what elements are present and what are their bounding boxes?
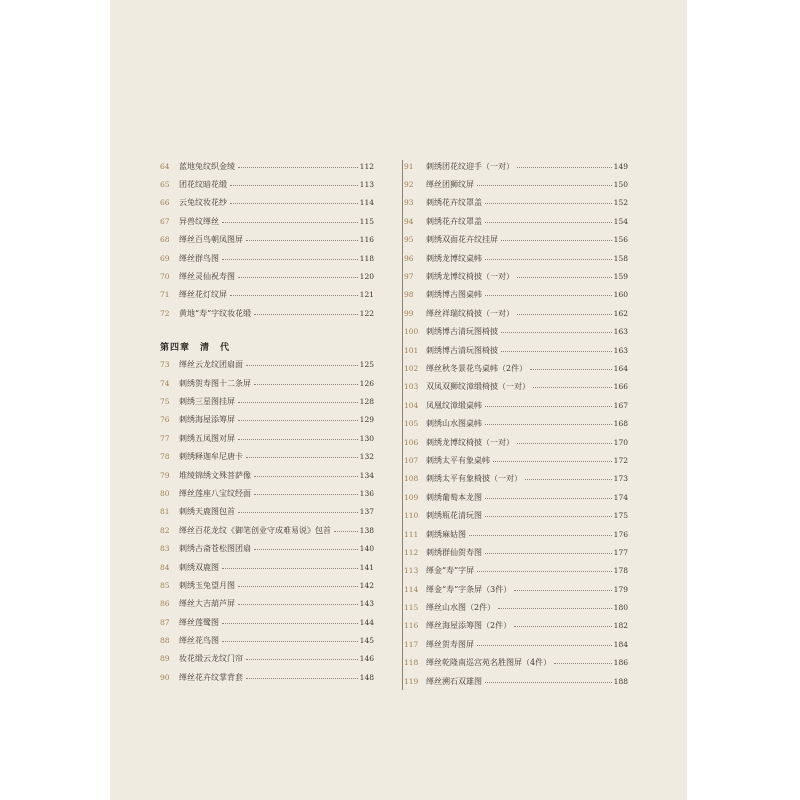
toc-entry[interactable] [160, 595, 374, 613]
toc-entry[interactable] [160, 392, 374, 410]
entry-number: 104 [404, 400, 419, 410]
dot-leader [517, 167, 612, 168]
dot-leader [498, 608, 612, 609]
entry-number: 87 [160, 617, 170, 627]
toc-entry[interactable] [160, 374, 374, 392]
entry-page-number: 174 [613, 492, 628, 502]
toc-right-column [404, 157, 728, 690]
entry-number: 83 [160, 544, 170, 554]
entry-page-number: 113 [359, 180, 374, 190]
entry-number: 101 [404, 345, 419, 355]
toc-entry[interactable] [404, 194, 628, 212]
entry-number: 117 [404, 639, 419, 649]
entry-title: 缂丝莲座八宝纹经面 [179, 488, 251, 498]
toc-entry[interactable] [404, 580, 628, 598]
entry-number: 67 [160, 216, 170, 226]
toc-entry[interactable] [160, 175, 374, 193]
dot-leader [254, 384, 358, 385]
dot-leader [477, 185, 612, 186]
dot-leader [222, 623, 358, 624]
toc-entry[interactable] [160, 650, 374, 668]
dot-leader [517, 277, 612, 278]
entry-number: 113 [404, 566, 419, 576]
entry-page-number: 138 [359, 525, 374, 535]
entry-page-number: 182 [613, 621, 628, 631]
dot-leader [246, 240, 358, 241]
toc-entry[interactable] [404, 414, 628, 432]
entry-number: 100 [404, 327, 419, 337]
toc-entry[interactable] [404, 617, 628, 635]
entry-title: 缂丝祥瑞纹椅披（一对） [426, 308, 514, 318]
entry-title: 刺绣博古清玩图椅披 [426, 345, 498, 355]
dot-leader [485, 295, 612, 296]
entry-title: 刺绣太平有象椅披（一对） [426, 474, 522, 484]
dot-leader [485, 222, 612, 223]
entry-title: 团花纹暗花缎 [179, 180, 227, 190]
toc-entry[interactable] [404, 525, 628, 543]
dot-leader [485, 259, 612, 260]
toc-entry[interactable] [160, 613, 374, 631]
dot-leader [238, 439, 358, 440]
entry-title: 刺绣玉兔望月图 [179, 580, 235, 590]
dot-leader [485, 498, 612, 499]
entry-number: 70 [160, 272, 170, 282]
dot-leader [485, 424, 612, 425]
toc-entry[interactable] [404, 304, 628, 322]
entry-page-number: 154 [613, 216, 628, 226]
entry-number: 95 [404, 235, 414, 245]
dot-leader [222, 568, 358, 569]
toc-entry[interactable] [404, 378, 628, 396]
entry-page-number: 120 [359, 272, 374, 282]
toc-entry[interactable] [160, 304, 374, 322]
toc-entry[interactable] [404, 470, 628, 488]
entry-number: 105 [404, 419, 419, 429]
toc-entry[interactable] [404, 543, 628, 561]
entry-title: 刺绣花卉纹罩盖 [426, 216, 482, 226]
entry-title: 刺绣博古清玩图椅披 [426, 327, 498, 337]
entry-title: 刺绣双面花卉纹挂屏 [426, 235, 498, 245]
toc-entry[interactable] [160, 558, 374, 576]
entry-number: 98 [404, 290, 414, 300]
entry-title: 缂丝海屋添筹图（2件） [426, 621, 512, 631]
entry-page-number: 143 [359, 599, 374, 609]
entry-number: 109 [404, 492, 419, 502]
entry-title: 刺绣团花纹迎手（一对） [426, 161, 514, 171]
toc-entry[interactable] [160, 447, 374, 465]
entry-number: 75 [160, 396, 170, 406]
entry-page-number: 179 [613, 584, 628, 594]
toc-entry[interactable] [160, 503, 374, 521]
entry-title: 凤凰纹漳缎桌帏 [426, 400, 482, 410]
dot-leader [246, 678, 358, 679]
entry-number: 82 [160, 525, 170, 535]
entry-page-number: 178 [613, 566, 628, 576]
dot-leader [501, 332, 612, 333]
toc-entry[interactable] [404, 506, 628, 524]
dot-leader [517, 314, 612, 315]
toc-entry[interactable] [160, 429, 374, 447]
entry-title: 缂丝贺寿图屏 [426, 639, 474, 649]
entry-title: 缂丝莲鹭图 [179, 617, 219, 627]
dot-leader [485, 682, 612, 683]
toc-entry[interactable] [404, 231, 628, 249]
toc-entry[interactable] [160, 484, 374, 502]
entry-title: 刺绣龙博纹椅披（一对） [426, 437, 514, 447]
toc-entry[interactable] [160, 286, 374, 304]
entry-page-number: 163 [613, 327, 628, 337]
dot-leader [493, 461, 612, 462]
entry-title: 云兔纹妆花纱 [179, 198, 227, 208]
entry-page-number: 141 [359, 562, 374, 572]
entry-page-number: 137 [359, 507, 374, 517]
toc-entry[interactable] [160, 194, 374, 212]
entry-number: 114 [404, 584, 419, 594]
entry-number: 96 [404, 253, 414, 263]
entry-title: 堆绫锦绣文殊菩萨像 [179, 470, 251, 480]
entry-number: 69 [160, 253, 170, 263]
entry-page-number: 122 [359, 308, 374, 318]
dot-leader [254, 476, 358, 477]
entry-page-number: 114 [359, 198, 374, 208]
entry-number: 71 [160, 290, 170, 300]
entry-page-number: 128 [359, 396, 374, 406]
toc-entry[interactable] [404, 341, 628, 359]
entry-title: 异兽纹缂丝 [179, 216, 219, 226]
dot-leader [230, 203, 358, 204]
entry-number: 65 [160, 180, 170, 190]
toc-entry[interactable] [404, 267, 628, 285]
chapter-heading: 第四章 清 代 [160, 342, 231, 353]
entry-number: 72 [160, 308, 170, 318]
entry-title: 缂丝百鸟朝凤图屏 [179, 235, 243, 245]
entry-page-number: 116 [359, 235, 374, 245]
entry-page-number: 140 [359, 544, 374, 554]
toc-entry[interactable] [404, 323, 628, 341]
entry-title: 刺绣贺寿图十二条屏 [179, 378, 251, 388]
entry-number: 80 [160, 488, 170, 498]
entry-title: 刺绣古斋苍松图团扇 [179, 544, 251, 554]
dot-leader [222, 641, 358, 642]
toc-entry[interactable] [160, 466, 374, 484]
entry-number: 111 [404, 529, 419, 539]
dot-leader [254, 549, 358, 550]
toc-entry[interactable] [160, 539, 374, 557]
entry-title: 缂丝大吉葫芦屏 [179, 599, 235, 609]
entry-page-number: 112 [359, 161, 374, 171]
dot-leader [238, 420, 358, 421]
toc-entry[interactable] [404, 598, 628, 616]
dot-leader [554, 663, 612, 664]
entry-title: 刺绣三星图挂屏 [179, 396, 235, 406]
toc-entry[interactable] [404, 433, 628, 451]
entry-page-number: 132 [359, 452, 374, 462]
entry-title: 刺绣麻姑图 [426, 529, 466, 539]
entry-page-number: 152 [613, 198, 628, 208]
entry-number: 92 [404, 180, 414, 190]
dot-leader [238, 167, 358, 168]
toc-entry[interactable] [404, 672, 628, 690]
dot-leader [238, 604, 358, 605]
entry-page-number: 146 [359, 654, 374, 664]
entry-page-number: 170 [613, 437, 628, 447]
toc-list-chapter-4-continued [404, 157, 728, 690]
entry-page-number: 175 [613, 511, 628, 521]
entry-page-number: 148 [359, 672, 374, 682]
entry-page-number: 180 [613, 603, 628, 613]
entry-title: 刺绣五凤图对屏 [179, 433, 235, 443]
entry-title: 缂金“寿”字屏 [426, 566, 475, 576]
dot-leader [230, 295, 358, 296]
entry-number: 76 [160, 415, 170, 425]
entry-title: 缂金“寿”字条屏（3件） [426, 584, 512, 594]
dot-leader [238, 277, 358, 278]
entry-page-number: 173 [613, 474, 628, 484]
entry-title: 黄地“寿”字纹妆花缎 [179, 308, 252, 318]
toc-entry[interactable] [160, 249, 374, 267]
entry-title: 缂丝百花龙纹《御笔创业守成难易说》包首 [179, 525, 331, 535]
toc-entry[interactable] [404, 286, 628, 304]
dot-leader [485, 516, 612, 517]
entry-number: 94 [404, 216, 414, 226]
entry-number: 99 [404, 308, 414, 318]
toc-entry[interactable] [160, 356, 374, 374]
entry-page-number: 121 [359, 290, 374, 300]
entry-page-number: 149 [613, 161, 628, 171]
entry-number: 64 [160, 161, 170, 171]
entry-number: 110 [404, 511, 419, 521]
dot-leader [238, 512, 358, 513]
entry-page-number: 167 [613, 400, 628, 410]
entry-title: 刺绣山水图桌帏 [426, 419, 482, 429]
dot-leader [517, 443, 612, 444]
entry-title: 刺绣花卉纹罩盖 [426, 198, 482, 208]
toc-entry[interactable] [404, 396, 628, 414]
entry-number: 73 [160, 360, 170, 370]
entry-title: 缂丝花鸟图 [179, 636, 219, 646]
entry-page-number: 186 [613, 658, 628, 668]
entry-page-number: 118 [359, 253, 374, 263]
entry-page-number: 158 [613, 253, 628, 263]
dot-leader [246, 365, 358, 366]
entry-title: 缂丝云龙纹团扇面 [179, 360, 243, 370]
entry-title: 刺绣群仙贺寿图 [426, 547, 482, 557]
entry-number: 77 [160, 433, 170, 443]
entry-page-number: 129 [359, 415, 374, 425]
dot-leader [530, 369, 612, 370]
dot-leader [238, 586, 358, 587]
entry-page-number: 150 [613, 180, 628, 190]
entry-number: 103 [404, 382, 419, 392]
entry-page-number: 130 [359, 433, 374, 443]
dot-leader [246, 457, 358, 458]
entry-title: 缂丝花卉纹掌背套 [179, 672, 243, 682]
dot-leader [477, 571, 611, 572]
entry-title: 缂丝秋冬景花鸟桌帏（2件） [426, 363, 528, 373]
toc-entry[interactable] [160, 267, 374, 285]
entry-number: 68 [160, 235, 170, 245]
entry-page-number: 164 [613, 363, 628, 373]
entry-page-number: 125 [359, 360, 374, 370]
dot-leader [514, 590, 611, 591]
entry-title: 妆花缎云龙纹门帘 [179, 654, 243, 664]
entry-title: 缂丝灵仙祝寿图 [179, 272, 235, 282]
dot-leader [222, 259, 358, 260]
entry-page-number: 144 [359, 617, 374, 627]
entry-number: 66 [160, 198, 170, 208]
entry-number: 107 [404, 455, 419, 465]
entry-page-number: 188 [613, 676, 628, 686]
entry-page-number: 136 [359, 488, 374, 498]
entry-number: 91 [404, 161, 414, 171]
entry-number: 106 [404, 437, 419, 447]
dot-leader [501, 351, 612, 352]
entry-page-number: 172 [613, 455, 628, 465]
dot-leader [514, 626, 612, 627]
toc-entry[interactable] [160, 668, 374, 686]
toc-entry[interactable] [160, 631, 374, 649]
entry-number: 90 [160, 672, 170, 682]
entry-number: 102 [404, 363, 419, 373]
entry-title: 刺绣海屋添筹屏 [179, 415, 235, 425]
dot-leader [254, 314, 357, 315]
entry-number: 112 [404, 547, 419, 557]
entry-title: 刺绣葡萄本龙图 [426, 492, 482, 502]
entry-page-number: 177 [613, 547, 628, 557]
column-divider [402, 160, 403, 690]
dot-leader [525, 479, 612, 480]
entry-title: 刺绣龙博纹椅披（一对） [426, 272, 514, 282]
dot-leader [485, 203, 612, 204]
entry-page-number: 162 [613, 308, 628, 318]
entry-title: 缂丝乾隆南巡宫苑名胜图屏（4件） [426, 658, 552, 668]
dot-leader [334, 531, 358, 532]
entry-number: 86 [160, 599, 170, 609]
entry-page-number: 145 [359, 636, 374, 646]
entry-page-number: 168 [613, 419, 628, 429]
entry-number: 85 [160, 580, 170, 590]
toc-entry[interactable] [160, 521, 374, 539]
dot-leader [533, 387, 612, 388]
entry-page-number: 126 [359, 378, 374, 388]
entry-page-number: 176 [613, 529, 628, 539]
entry-title: 缂丝溯石双雄图 [426, 676, 482, 686]
entry-number: 78 [160, 452, 170, 462]
entry-title: 刺绣博古图桌帏 [426, 290, 482, 300]
dot-leader [469, 535, 612, 536]
entry-page-number: 115 [359, 216, 374, 226]
entry-title: 缂丝花灯纹屏 [179, 290, 227, 300]
entry-page-number: 160 [613, 290, 628, 300]
entry-page-number: 184 [613, 639, 628, 649]
entry-number: 84 [160, 562, 170, 572]
toc-entry[interactable] [160, 231, 374, 249]
toc-entry[interactable] [404, 654, 628, 672]
toc-entry[interactable] [160, 212, 374, 230]
toc-entry[interactable] [404, 359, 628, 377]
dot-leader [246, 659, 358, 660]
entry-number: 115 [404, 603, 419, 613]
toc-entry[interactable] [404, 157, 628, 175]
entry-title: 双凤双狮纹漳缎椅披（一对） [426, 382, 530, 392]
dot-leader [485, 406, 612, 407]
entry-page-number: 134 [359, 470, 374, 480]
entry-number: 74 [160, 378, 170, 388]
dot-leader [222, 222, 358, 223]
dot-leader [477, 645, 612, 646]
toc-entry[interactable] [404, 488, 628, 506]
entry-title: 刺绣天鹿图包首 [179, 507, 235, 517]
entry-number: 119 [404, 676, 419, 686]
entry-page-number: 142 [359, 580, 374, 590]
dot-leader [238, 402, 358, 403]
page [110, 0, 687, 800]
toc-entry[interactable] [404, 175, 628, 193]
entry-page-number: 163 [613, 345, 628, 355]
toc-entry[interactable] [404, 635, 628, 653]
entry-title: 刺绣太平有象桌帏 [426, 455, 490, 465]
entry-title: 刺绣瓶花清玩图 [426, 511, 482, 521]
toc-entry[interactable] [160, 411, 374, 429]
dot-leader [501, 240, 612, 241]
toc-entry[interactable] [404, 562, 628, 580]
entry-number: 81 [160, 507, 170, 517]
entry-title: 刺绣龙博纹桌帏 [426, 253, 482, 263]
toc-entry[interactable] [404, 212, 628, 230]
entry-page-number: 166 [613, 382, 628, 392]
entry-number: 93 [404, 198, 414, 208]
entry-title: 缂丝团狮纹屏 [426, 180, 474, 190]
entry-number: 108 [404, 474, 419, 484]
entry-title: 缂丝山水图（2件） [426, 603, 496, 613]
entry-title: 缂丝群鸟图 [179, 253, 219, 263]
entry-title: 刺绣双鹿图 [179, 562, 219, 572]
toc-entry[interactable] [404, 249, 628, 267]
entry-number: 88 [160, 636, 170, 646]
toc-entry[interactable] [160, 576, 374, 594]
dot-leader [485, 553, 612, 554]
entry-title: 刺绣释迦牟尼唐卡 [179, 452, 243, 462]
dot-leader [230, 185, 358, 186]
entry-page-number: 159 [613, 272, 628, 282]
entry-title: 蓝地兔纹织金绫 [179, 161, 235, 171]
entry-number: 118 [404, 658, 419, 668]
toc-entry[interactable] [160, 157, 374, 175]
entry-number: 97 [404, 272, 414, 282]
entry-number: 116 [404, 621, 419, 631]
toc-entry[interactable] [404, 451, 628, 469]
entry-number: 79 [160, 470, 170, 480]
entry-number: 89 [160, 654, 170, 664]
dot-leader [254, 494, 358, 495]
entry-page-number: 156 [613, 235, 628, 245]
